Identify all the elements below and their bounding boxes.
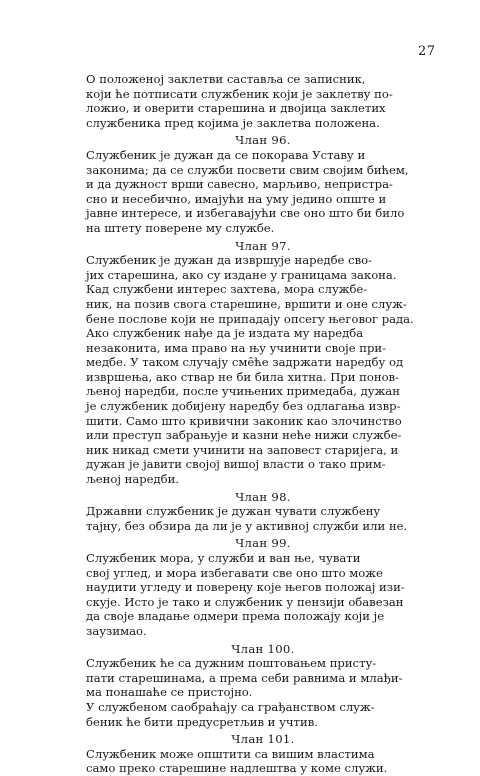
- text-line: пати старешинама, а према себи равнима и млађи-: [86, 670, 403, 685]
- text-line: на штету поверене му службе.: [86, 220, 275, 235]
- text-line: службеника пред којима је заклетва положена.: [86, 115, 380, 130]
- text-line: бене послове који не припадају опсегу његовог рада.: [86, 311, 414, 326]
- text-line: ник никад смети учинити на заповест старијега, и: [86, 442, 399, 457]
- paragraph: [86, 551, 440, 639]
- text-line: сно и несебично, имајући на уму једино опште и: [86, 191, 387, 206]
- article-heading: Члан 99.: [235, 536, 291, 551]
- article-heading: Члан 101.: [231, 732, 295, 747]
- text-line: да своје владање одмери према положају који је: [86, 609, 385, 624]
- text-line: скује. Исто је тако и службеник у пензији обавезан: [86, 594, 404, 609]
- text-line: Службеник је дужан да се покорава Уставу и: [86, 147, 366, 162]
- text-line: само преко старешине надлештва у коме служи.: [86, 761, 388, 776]
- text-line: Ако службеник нађе да је издата му наредба: [86, 326, 364, 341]
- text-line: незаконита, има право на њу учинити своје при-: [86, 340, 387, 355]
- article-heading: Члан 98.: [235, 489, 291, 504]
- text-line: љеној наредби.: [86, 472, 180, 487]
- text-line: који ће потписати службеник који је заклетву по-: [86, 86, 393, 101]
- text-line: извршења, ако ствар не би била хитна. При понов-: [86, 369, 400, 384]
- text-line: и да дужност врши савесно, марљиво, непристра-: [86, 177, 393, 192]
- text-line: ложио, и оверити старешина и двојица заклетих: [86, 101, 386, 116]
- text-line: јих старешина, ако су издане у границама закона.: [86, 267, 397, 282]
- text-line: јавне интересе, и избегавајући све оно што би било: [86, 206, 405, 221]
- text-line: заузимао.: [86, 623, 147, 638]
- text-line: или преступ забрањује и казни неће нижи службе-: [86, 428, 402, 443]
- text-line: Државни службеник је дужан чувати службену: [86, 504, 381, 519]
- text-line: медбе. У таком случају сме̂ће задржати наредбу од: [86, 355, 404, 370]
- document-body: [86, 72, 440, 776]
- paragraph: [86, 656, 440, 729]
- article-heading: Члан 96.: [235, 133, 291, 148]
- text-line: наудити угледу и повереңу које његов положај изи-: [86, 580, 405, 595]
- text-line: је службеник добијену наредбу без одлагања извр-: [86, 399, 401, 414]
- paragraph: [86, 253, 440, 487]
- text-line: дужан је јавити својој вишој власти о тако прим-: [86, 457, 386, 472]
- text-line: Службеник може општити са вишим властима: [86, 746, 375, 761]
- text-line: Службеник ће са дужним поштовањем присту-: [86, 656, 377, 671]
- text-line: Кад службени интерес захтева, мора службе-: [86, 282, 368, 297]
- text-line: свој углед, и мора избегавати све оно што може: [86, 565, 383, 580]
- paragraph: [86, 747, 440, 776]
- paragraph: [86, 504, 440, 533]
- text-line: У службеном саобраћају са грађанством служ-: [86, 699, 375, 714]
- article-heading: Члан 100.: [231, 641, 295, 656]
- page-number: 27: [418, 44, 436, 59]
- text-line: законима; да се служби посвети свим својим бићем,: [86, 162, 409, 177]
- text-line: Службеник мора, у служби и ван ње, чувати: [86, 551, 361, 565]
- article-heading: Члан 97.: [235, 238, 291, 253]
- text-line: Службеник је дужан да извршује наредбе сво-: [86, 253, 373, 268]
- text-line: ма понашаће се пристојно.: [86, 685, 253, 700]
- paragraph: [86, 148, 440, 236]
- text-line: О положеној заклетви саставља се записник,: [86, 72, 366, 86]
- text-line: љеној наредби, после учињених примедаба, дужан: [86, 384, 400, 399]
- text-line: беник ће бити предусретљив и учтив.: [86, 714, 318, 729]
- text-line: ник, на позив свога старешине, вршити и оне служ-: [86, 296, 407, 311]
- paragraph: [86, 72, 440, 130]
- text-line: шити. Само што кривични законик као злочинство: [86, 413, 402, 428]
- text-line: тајну, без обзира да ли је у активној служби или не.: [86, 518, 408, 533]
